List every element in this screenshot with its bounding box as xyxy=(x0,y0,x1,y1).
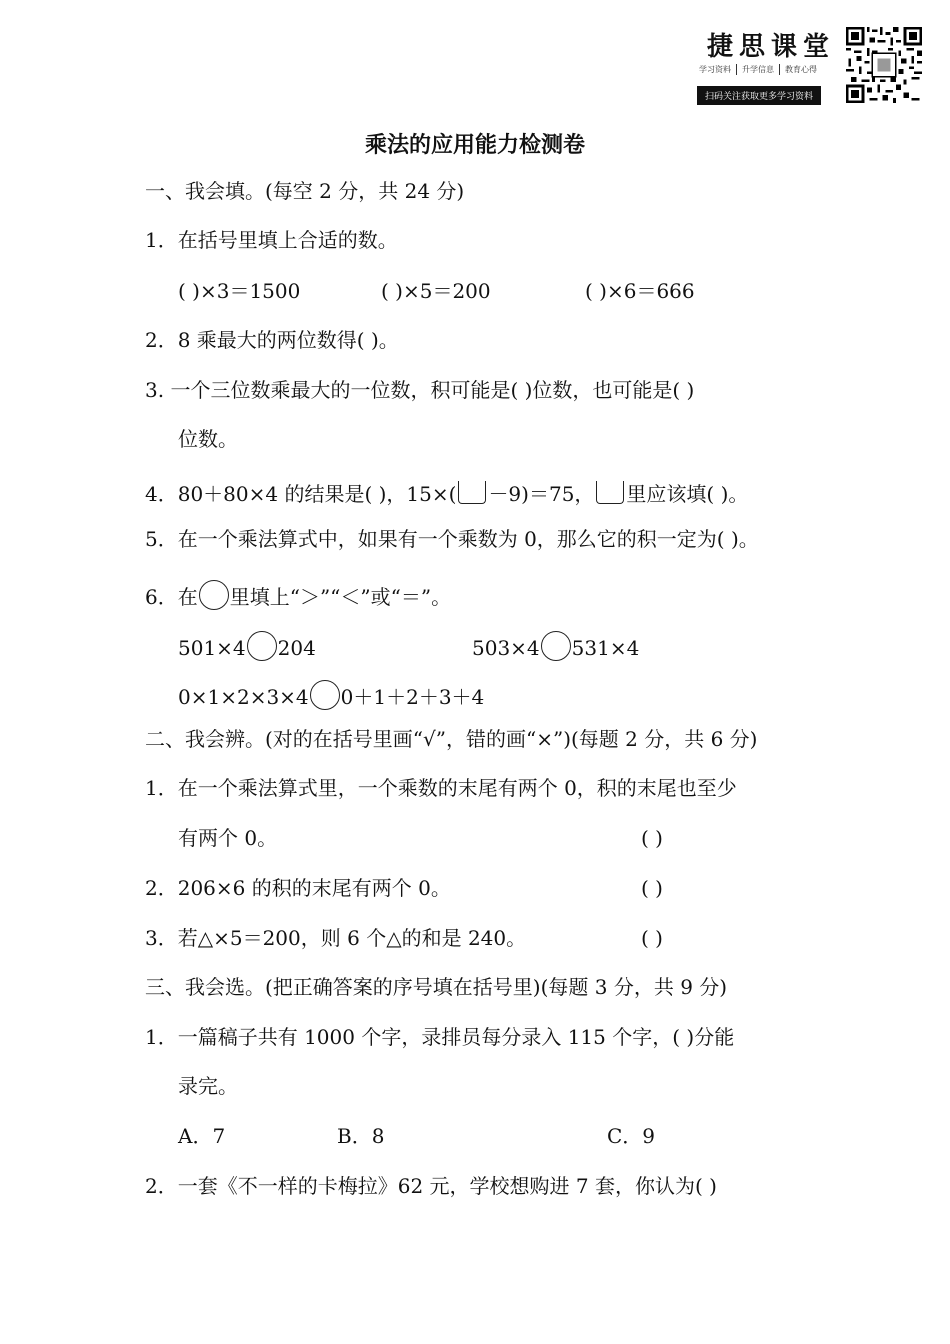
tag-divider xyxy=(779,64,780,75)
question-1-1: 1．在括号里填上合适的数。 xyxy=(145,228,398,252)
compare-circle-icon xyxy=(247,631,277,661)
option-a: A．7 xyxy=(178,1124,226,1148)
compare-b-right: 531×4 xyxy=(571,636,640,660)
tag-divider xyxy=(736,64,737,75)
question-1-4 xyxy=(145,481,748,507)
question-3-2-line1: 2．一套《不一样的卡梅拉》62 元，学校想购进 7 套，你认为( ) xyxy=(145,1174,717,1198)
question-3-1-line2: 录完。 xyxy=(178,1074,238,1098)
page-title: 乘法的应用能力检测卷 xyxy=(364,133,585,158)
answer-paren-2-1: ( ) xyxy=(641,826,663,850)
compare-c-right: 0＋1＋2＋3＋4 xyxy=(340,685,485,709)
compare-a-right: 204 xyxy=(277,636,316,660)
scan-banner: 扫码关注获取更多学习资料 xyxy=(697,86,821,105)
answer-paren-2-3: ( ) xyxy=(641,926,663,950)
question-1-3-line1: 3. 一个三位数乘最大的一位数，积可能是( )位数，也可能是( ) xyxy=(145,378,695,402)
question-1-4-part1: 4．80＋80×4 的结果是( )，15×( xyxy=(145,482,457,506)
blank-equation-b: ( )×5＝200 xyxy=(381,279,491,303)
question-2-3: 3．若△×5＝200，则 6 个△的和是 240。 xyxy=(145,926,527,950)
qr-code-icon[interactable] xyxy=(846,26,922,104)
blank-equation-a: ( )×3＝1500 xyxy=(178,279,301,303)
option-c: C．9 xyxy=(607,1124,656,1148)
compare-circle-icon xyxy=(199,580,229,610)
answer-box-icon xyxy=(458,481,486,504)
question-1-4-part2: －9)＝75， xyxy=(488,482,595,506)
answer-box-icon xyxy=(596,481,624,504)
question-1-6-part2: 里填上“＞”“＜”或“＝”。 xyxy=(229,585,452,609)
question-1-5: 5．在一个乘法算式中，如果有一个乘数为 0，那么它的积一定为( )。 xyxy=(145,527,759,551)
brand-name: 捷思课堂 xyxy=(707,32,836,62)
tag-admission-info: 升学信息 xyxy=(742,65,774,74)
option-b: B．8 xyxy=(337,1124,385,1148)
question-1-4-part3: 里应该填( )。 xyxy=(626,482,749,506)
section3-heading: 三、我会选。(把正确答案的序号填在括号里)(每题 3 分，共 9 分) xyxy=(145,975,728,999)
section1-heading: 一、我会填。(每空 2 分，共 24 分) xyxy=(145,179,465,203)
blank-equation-c: ( )×6＝666 xyxy=(585,279,695,303)
section2-heading: 二、我会辨。(对的在括号里画“√”，错的画“×”)(每题 2 分，共 6 分) xyxy=(145,727,758,751)
question-2-1-line1: 1．在一个乘法算式里，一个乘数的末尾有两个 0，积的末尾也至少 xyxy=(145,776,737,800)
question-2-1-line2: 有两个 0。 xyxy=(178,826,278,850)
compare-item-b xyxy=(472,631,639,661)
question-1-6-part1: 6．在 xyxy=(145,585,198,609)
answer-paren-2-2: ( ) xyxy=(641,876,663,900)
compare-a-left: 501×4 xyxy=(178,636,246,660)
question-2-2: 2．206×6 的积的末尾有两个 0。 xyxy=(145,876,451,900)
brand-tags xyxy=(699,64,817,75)
question-1-6 xyxy=(145,580,451,610)
question-3-1-line1: 1．一篇稿子共有 1000 个字，录排员每分录入 115 个字，( )分能 xyxy=(145,1025,735,1049)
tag-study-materials: 学习资料 xyxy=(699,65,731,74)
compare-item-c xyxy=(178,680,484,710)
compare-circle-icon xyxy=(541,631,571,661)
compare-b-left: 503×4 xyxy=(472,636,540,660)
question-1-2: 2．8 乘最大的两位数得( )。 xyxy=(145,328,399,352)
compare-c-left: 0×1×2×3×4 xyxy=(178,685,309,709)
compare-item-a xyxy=(178,631,316,661)
question-1-3-line2: 位数。 xyxy=(178,427,238,451)
tag-education-tips: 教育心得 xyxy=(785,65,817,74)
compare-circle-icon xyxy=(310,680,340,710)
